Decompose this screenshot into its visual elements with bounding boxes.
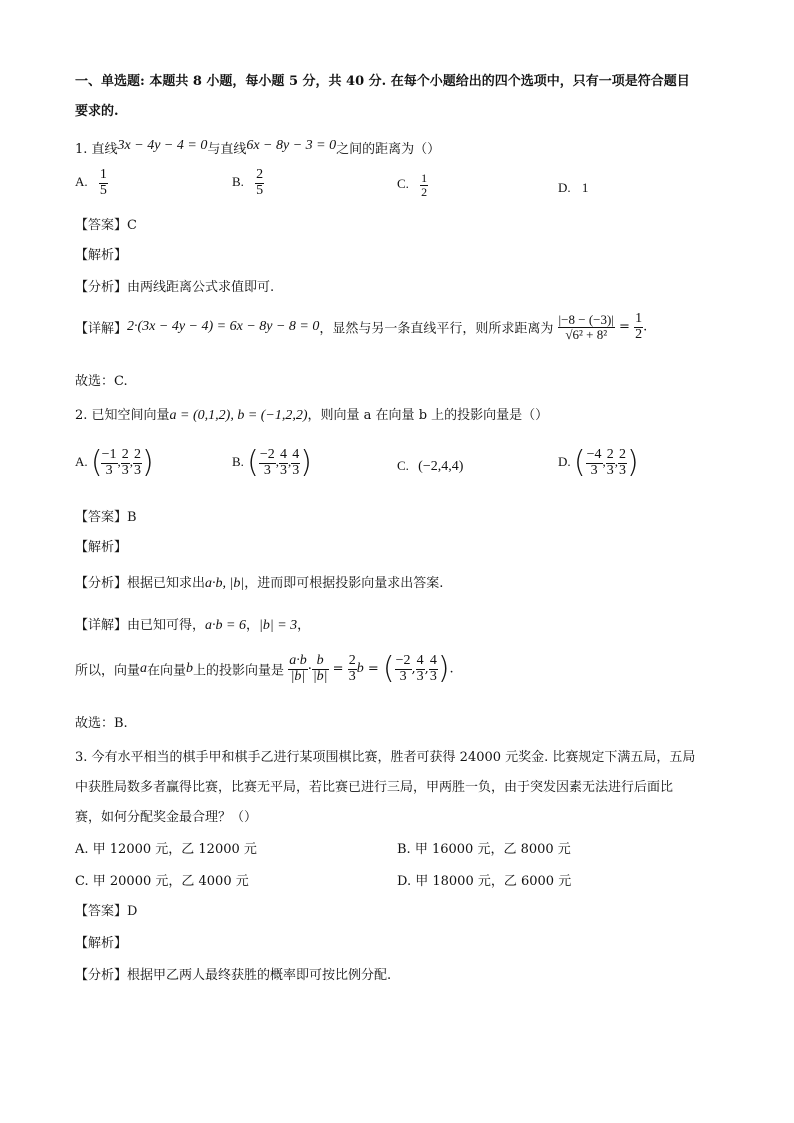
q2-option-c	[397, 458, 463, 475]
q1-xiangjie: 【详解】2·(3x − 4y − 4) = 6x − 8y − 8 = 0，显然与另一条直线平行，则所求距离为 $\frac{|-8 - (-3)|}{\text{√6² + 8²}}$ = $\frac{1}{2}$ .	[75, 311, 648, 342]
q1-jiexi-tag: 【解析】	[75, 248, 128, 263]
fenxi-text: 根据甲乙两人最终获胜的概率即可按比例分配.	[127, 968, 392, 983]
q2-option-a: A. ( $\frac{-1}{3}$ , $\frac{2}{3}$ , $\frac{2}{3}$ )	[75, 445, 154, 481]
q1-option-d	[558, 180, 588, 196]
q2-option-b: B. ( $\frac{-2}{3}$ , $\frac{4}{3}$ , $\frac{4}{3}$ )	[232, 445, 313, 481]
option-label: B.	[232, 174, 244, 190]
option-value: (−2,4,4)	[418, 459, 464, 474]
q2-vectors: a = (0,1,2), b = (−1,2,2)	[169, 408, 308, 423]
q1-suffix: 之间的距离为（）	[336, 142, 441, 157]
question-3-line2: 中获胜局数多者赢得比赛，比赛无平局，若比赛已进行三局，甲两胜一负，由于突发因素无法进行后面比	[75, 780, 674, 795]
answer-tag: 【答案】	[75, 904, 128, 919]
result-fraction	[634, 312, 643, 342]
xiangjie-tag: 【详解】	[75, 618, 128, 633]
xiangjie-equation: 2·(3x − 4y − 4) = 6x − 8y − 8 = 0	[127, 319, 320, 335]
q1-line1-equation: 3x − 4y − 4 = 0	[117, 138, 208, 153]
fraction	[255, 168, 264, 198]
denominator: 5	[99, 182, 107, 198]
equals-sign: =	[619, 319, 630, 335]
xiangjie-text: ，显然与另一条直线平行，则所求距离为	[319, 321, 554, 337]
q1-answer	[75, 214, 137, 233]
q3-option-b: B. 甲 16000 元，乙 8000 元	[397, 842, 571, 857]
q1-mid: 与直线	[207, 142, 247, 157]
distance-fraction	[558, 313, 615, 341]
q1-option-b	[232, 168, 264, 198]
denominator: √6² + 8²	[558, 327, 615, 342]
option-label: C.	[397, 458, 409, 473]
separator: ，	[245, 618, 259, 633]
q2-jiexi-tag: 【解析】	[75, 540, 128, 555]
answer-value: C	[127, 218, 137, 233]
option-value: 1	[581, 180, 589, 195]
option-label: C.	[397, 176, 409, 192]
answer-value: D	[127, 904, 138, 919]
fenxi-text: 根据已知求出	[127, 576, 206, 591]
option-label: D.	[558, 454, 571, 470]
answer-tag: 【答案】	[75, 218, 128, 233]
q2-prefix: 2. 已知空间向量	[75, 408, 170, 423]
q3-fenxi	[75, 964, 391, 983]
q1-prefix: 1. 直线	[75, 142, 118, 157]
q1-option-a	[75, 168, 108, 198]
fraction	[99, 168, 108, 198]
vector-a: a	[140, 661, 148, 677]
suoyi-text-2: 在向量	[147, 663, 187, 679]
question-3-line3: 赛，如何分配奖金最合理？（）	[75, 810, 258, 825]
question-2-stem	[75, 404, 548, 424]
question-3-line1: 3. 今有水平相当的棋手甲和棋手乙进行某项围棋比赛，胜者可获得 24000 元奖金. 比赛规定下满五局，五局	[75, 750, 696, 765]
vector-b: b	[186, 661, 194, 677]
numerator: 2	[256, 167, 264, 182]
option-label: A.	[75, 454, 88, 470]
fenxi-text: 由两线距离公式求值即可.	[127, 280, 275, 295]
fenxi-tag: 【分析】	[75, 280, 128, 295]
denominator: 2	[635, 326, 643, 342]
numerator: 1	[421, 171, 428, 185]
q1-option-c	[397, 172, 428, 198]
fraction	[420, 172, 428, 198]
fenxi-tag: 【分析】	[75, 576, 128, 591]
fenxi-tag: 【分析】	[75, 968, 128, 983]
q3-jiexi-tag: 【解析】	[75, 936, 128, 951]
q3-answer	[75, 900, 137, 919]
q1-fenxi	[75, 276, 274, 295]
xiangjie-tag: 【详解】	[75, 321, 128, 337]
q2-suffix: ，则向量 a 在向量 b 上的投影向量是（）	[307, 408, 549, 423]
q3-option-d: D. 甲 18000 元，乙 6000 元	[397, 874, 572, 889]
answer-value: B	[127, 510, 137, 525]
denominator: 2	[421, 184, 428, 199]
suoyi-text-3: 上的投影向量是	[193, 663, 285, 679]
option-label: D.	[558, 180, 571, 195]
dot-product: a·b = 6	[205, 618, 246, 633]
xiangjie-text: 由已知可得，	[127, 618, 206, 633]
q2-answer	[75, 506, 137, 525]
numerator: 1	[99, 167, 107, 182]
norm-b: |b| = 3	[259, 618, 298, 633]
separator-end: ，	[297, 618, 311, 633]
denominator: 5	[256, 182, 264, 198]
fenxi-math: a·b, |b|	[205, 576, 245, 591]
option-label: A.	[75, 174, 88, 190]
q2-fenxi	[75, 572, 443, 592]
question-1-stem	[75, 138, 440, 158]
section-title: 一、单选题: 本题共 8 小题，每小题 5 分，共 40 分. 在每个小题给出的四个选项中，只有一项是符合题目	[75, 74, 690, 89]
q3-option-c: C. 甲 20000 元，乙 4000 元	[75, 874, 249, 889]
option-label: B.	[232, 454, 244, 470]
q1-conclusion: 故选：C.	[75, 374, 128, 389]
answer-tag: 【答案】	[75, 510, 128, 525]
q3-option-a: A. 甲 12000 元，乙 12000 元	[75, 842, 257, 857]
section-title-cont: 要求的.	[75, 104, 119, 119]
numerator: |−8 − (−3)|	[558, 312, 614, 328]
q2-projection: 所以，向量a在向量b上的投影向量是 $\frac{a\cdot b}{|b|}$ · $\frac{b}{|b|}$ = $\frac{2}{3}$ b = ( $\frac{-2}{3}$ , $\frac{4}{3}$ , $\frac{4}{3}$ ).	[75, 651, 454, 687]
q2-option-d: D. ( $\frac{-4}{3}$ , $\frac{2}{3}$ , $\frac{2}{3}$ )	[558, 445, 639, 481]
q2-conclusion: 故选：B.	[75, 716, 128, 731]
suoyi-text: 所以，向量	[75, 663, 141, 679]
fenxi-text-end: ，进而即可根据投影向量求出答案.	[244, 576, 444, 591]
numerator: 1	[635, 311, 643, 326]
q1-line2-equation: 6x − 8y − 3 = 0	[246, 138, 337, 153]
q2-xiangjie	[75, 614, 310, 634]
